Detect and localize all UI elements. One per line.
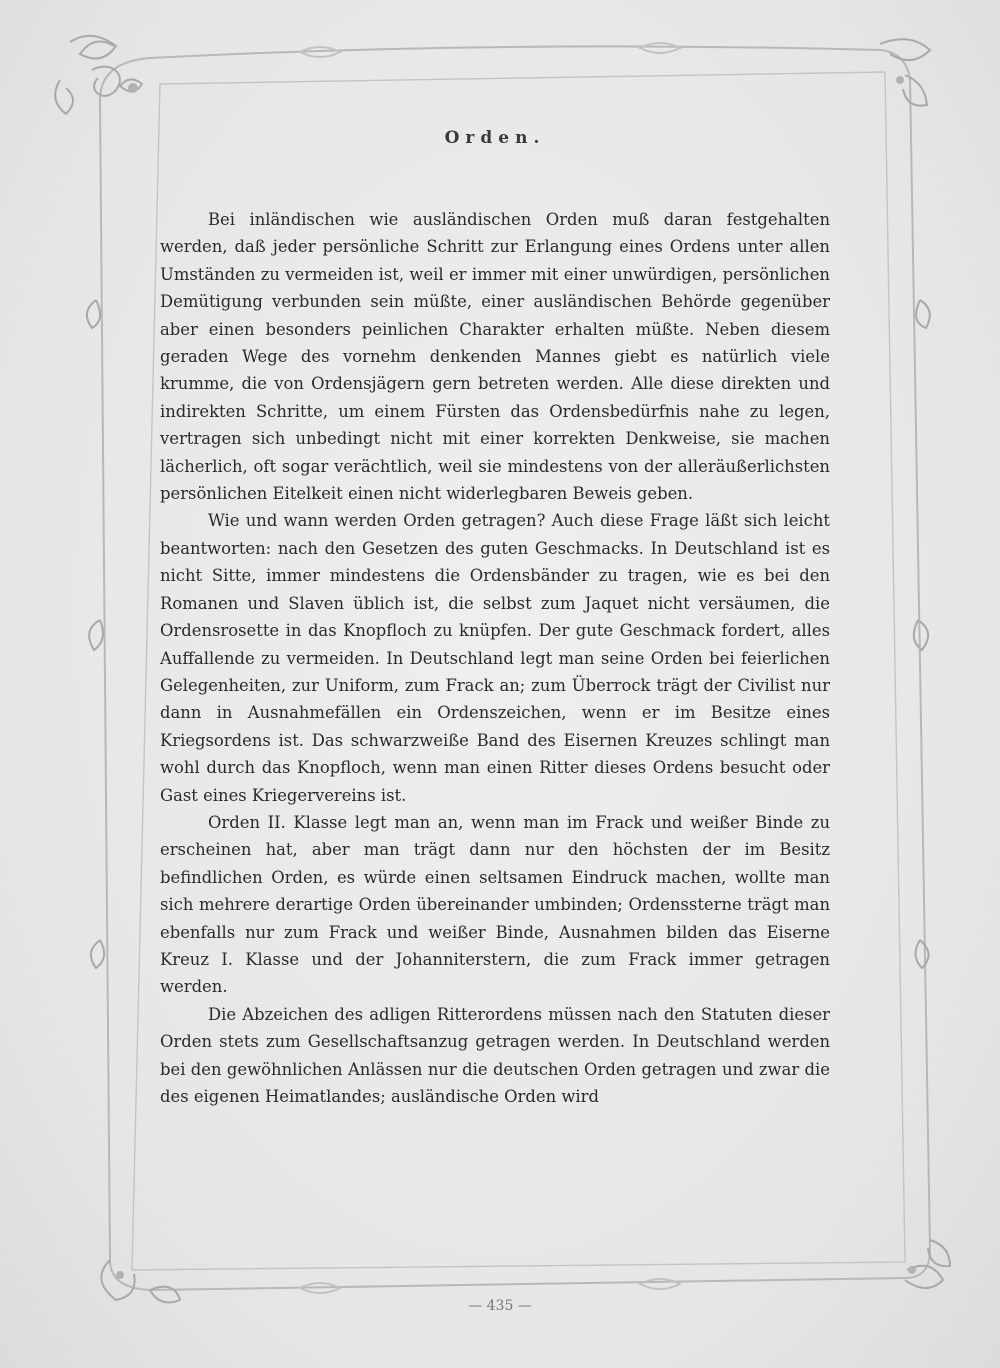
- paragraph-1: Bei inländischen wie ausländischen Orden muß daran festgehalten werden, daß jeder persönliche Schritt zur Erlangung eines Ordens unter allen Umständen zu vermeiden ist, weil er immer mit einer unwürdigen, persönlichen Demütigung verbunden sein müßte, einer ausländischen Behörde gegenüber aber einen besonders peinlichen Charakter erhalten müßte. Neben diesem geraden Wege des vornehm denkenden Mannes giebt es natürlich viele krumme, die von Ordensjägern gern betreten werden. Alle diese direkten und indirekten Schritte, um einem Fürsten das Ordensbedürfnis nahe zu legen, vertragen sich unbedingt nicht mit einer korrekten Denkweise, sie machen lächerlich, oft sogar verächtlich, weil sie mindestens von der alleräußerlichsten persönlichen Eitelkeit einen nicht widerlegbaren Beweis geben.: [160, 210, 830, 504]
- page-number: — 435 —: [468, 1298, 532, 1314]
- page-title: Orden.: [444, 128, 546, 148]
- paragraph-3: Orden II. Klasse legt man an, wenn man im Frack und weißer Binde zu erscheinen hat, aber man trägt dann nur den höchsten der im Besitz befindlichen Orden, es würde einen seltsamen Eindruck machen, wollte man sich mehrere derartige Orden übereinander umbinden; Ordenssterne trägt man ebenfalls nur zum Frack und weißer Binde, Ausnahmen bilden das Eiserne Kreuz I. Klasse und der Johanniterstern, die zum Frack immer getragen werden.: [160, 812, 830, 997]
- paragraph-2: Wie und wann werden Orden getragen? Auch diese Frage läßt sich leicht beantworten: nach den Gesetzen des guten Geschmacks. In Deutschland ist es nicht Sitte, immer mindestens die Ordensbänder zu tragen, wie es bei den Romanen und Slaven üblich ist, die selbst zum Jaquet nicht versäumen, die Ordensrosette in das Knopfloch zu knüpfen. Der gute Geschmack fordert, alles Auffallende zu vermeiden. In Deutschland legt man seine Orden bei feierlichen Gelegenheiten, zur Uniform, zum Frack an; zum Überrock trägt der Civilist nur dann in Ausnahmefällen ein Ordenszeichen, wenn er im Besitze eines Kriegsordens ist. Das schwarzweiße Band des Eisernen Kreuzes schlingt man wohl durch das Knopfloch, wenn man einen Ritter dieses Ordens besucht oder Gast eines Kriegervereins ist.: [160, 511, 830, 805]
- paragraph-4: Die Abzeichen des adligen Ritterordens müssen nach den Statuten dieser Orden stets zum Gesellschaftsanzug getragen werden. In Deutschland werden bei den gewöhnlichen Anlässen nur die deutschen Orden getragen und zwar die des eigenen Heimatlandes; ausländische Orden wird: [160, 1004, 830, 1106]
- body-text: [160, 206, 830, 1110]
- page-content: [160, 118, 830, 1110]
